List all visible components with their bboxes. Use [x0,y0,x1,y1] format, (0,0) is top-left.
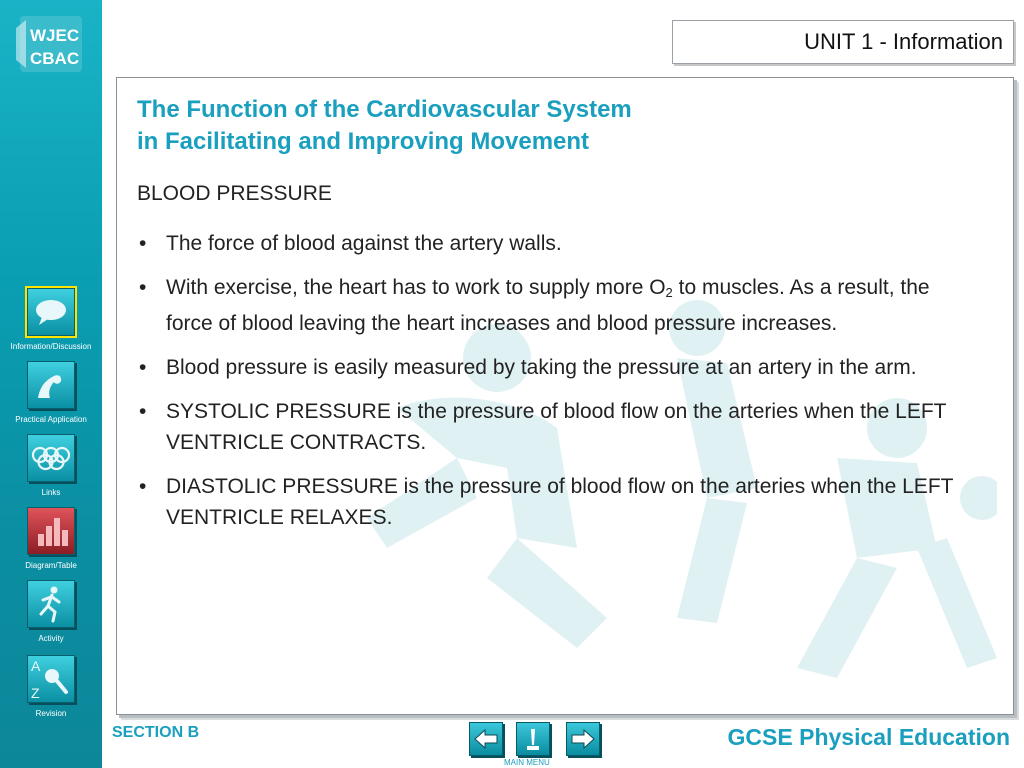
runner-icon [27,580,75,628]
list-item [137,471,982,533]
sidebar-item-label: Links [41,488,61,497]
sidebar-item-activity[interactable] [0,580,102,643]
svg-text:CBAC: CBAC [30,49,80,68]
main-menu-label: MAIN MENU [504,758,550,767]
list-item [137,352,982,383]
olympic-rings-icon [27,434,75,482]
svg-text:WJEC: WJEC [30,26,80,45]
bullet-text: Blood pressure is easily measured by taking the pressure at an artery in the arm. [166,356,917,379]
section-heading: BLOOD PRESSURE [137,182,332,205]
main-menu-button[interactable] [516,722,550,756]
oxygen-subscript: 2 [665,285,673,300]
bullet-text-before: With exercise, the heart has to work to supply more O [166,276,666,299]
sidebar-item-practical-application[interactable] [0,361,102,424]
next-button[interactable] [566,722,600,756]
sidebar-item-diagram-table[interactable] [0,507,102,570]
list-item [137,272,982,339]
wjec-cbac-logo[interactable] [14,14,86,74]
page-title-line-2: in Facilitating and Improving Movement [137,128,590,155]
page-title [137,94,632,158]
sidebar-item-revision[interactable] [0,655,102,718]
bullet-text-after: to muscles. As a result, the force of blood leaving the heart increases and blood pressure increases. [166,276,930,335]
speech-bubble-icon [27,288,75,336]
arrow-left-icon [470,723,502,755]
unit-title: UNIT 1 - Information [804,29,1003,54]
bullet-text: The force of blood against the artery walls. [166,232,562,255]
sidebar-item-label: Information/Discussion [10,342,92,351]
unit-title-box [672,20,1014,64]
course-title: GCSE Physical Education [727,724,1010,750]
sidebar-item-label: Revision [35,709,67,718]
list-item [137,396,982,458]
a-z-magnifier-icon [27,655,75,703]
sidebar-item-label: Diagram/Table [25,561,77,570]
torch-icon [517,723,549,755]
bullet-text: DIASTOLIC PRESSURE is the pressure of blood flow on the arteries when the LEFT VENTRICLE RELAXES. [166,475,954,529]
content-panel [116,77,1014,715]
arrow-right-icon [567,723,599,755]
sidebar-item-links[interactable] [0,434,102,497]
revision-letter-z: Z [31,685,40,701]
sidebar-item-label: Practical Application [15,415,87,424]
revision-letter-a: A [31,658,41,674]
section-label: SECTION B [112,724,200,741]
flexed-arm-icon [27,361,75,409]
sidebar-item-information-discussion[interactable] [0,288,102,351]
bar-chart-icon [27,507,75,555]
page-title-line-1: The Function of the Cardiovascular System [137,96,632,123]
bullet-text: SYSTOLIC PRESSURE is the pressure of blood flow on the arteries when the LEFT VENTRICLE CONTRACTS. [166,400,947,454]
previous-button[interactable] [469,722,503,756]
list-item [137,228,982,259]
bullet-list [137,228,982,546]
sidebar-item-label: Activity [38,634,64,643]
sidebar [0,0,102,768]
